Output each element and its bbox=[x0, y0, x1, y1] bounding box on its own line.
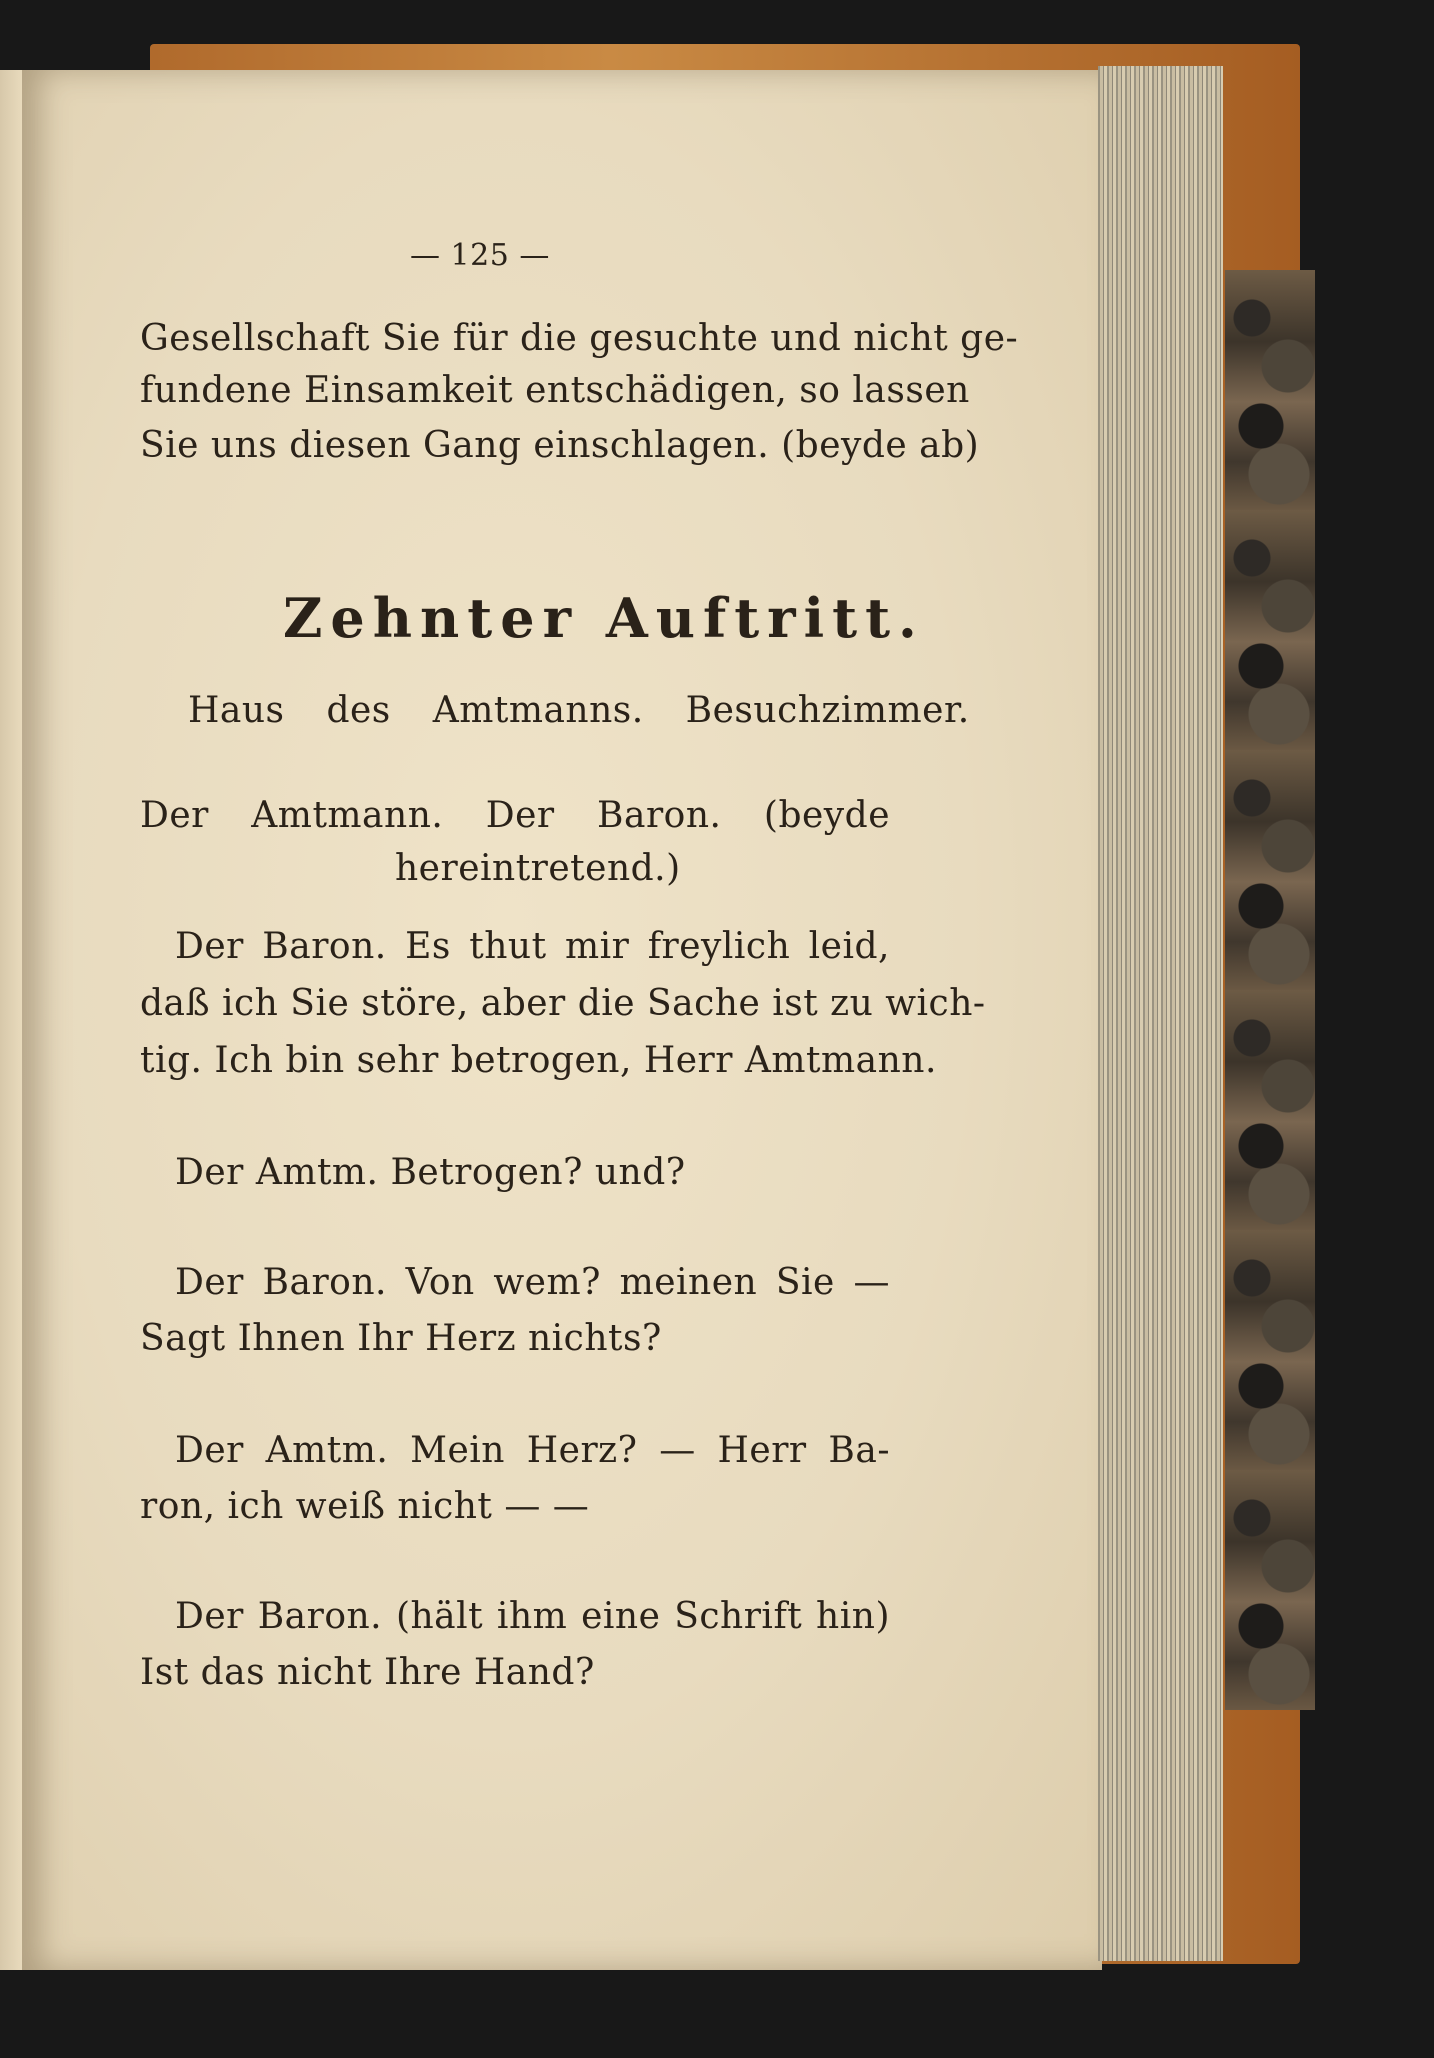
dialogue-line: Der Baron. (hält ihm eine Schrift hin) bbox=[175, 1596, 890, 1637]
dialogue-line: tig. Ich bin sehr betrogen, Herr Amtmann. bbox=[140, 1040, 937, 1081]
scene-title: Zehnter Auftritt. bbox=[283, 586, 925, 650]
dialogue-line: Sagt Ihnen Ihr Herz nichts? bbox=[140, 1318, 662, 1359]
dialogue-line: Der Amtm. Betrogen? und? bbox=[175, 1152, 686, 1193]
scene-setting: Haus des Amtmanns. Besuchzimmer. bbox=[188, 690, 970, 731]
text-line: Gesellschaft Sie für die gesuchte und nicht ge- bbox=[140, 318, 1019, 359]
page-number: — 125 — bbox=[410, 238, 550, 273]
cast-line: Der Amtmann. Der Baron. (beyde bbox=[140, 795, 890, 836]
dialogue-line: daß ich Sie störe, aber die Sache ist zu wich- bbox=[140, 983, 986, 1024]
dialogue-line: Der Baron. Es thut mir freylich leid, bbox=[175, 926, 890, 967]
dialogue-line: Der Baron. Von wem? meinen Sie — bbox=[175, 1262, 890, 1303]
dialogue-line: Der Amtm. Mein Herz? — Herr Ba- bbox=[175, 1430, 890, 1471]
text-line: fundene Einsamkeit entschädigen, so lassen bbox=[140, 370, 970, 411]
dialogue-line: Ist das nicht Ihre Hand? bbox=[140, 1652, 595, 1693]
cast-line: hereintretend.) bbox=[395, 848, 681, 889]
text-line: Sie uns diesen Gang einschlagen. (beyde ab) bbox=[140, 425, 980, 466]
dialogue-line: ron, ich weiß nicht — — bbox=[140, 1486, 590, 1527]
